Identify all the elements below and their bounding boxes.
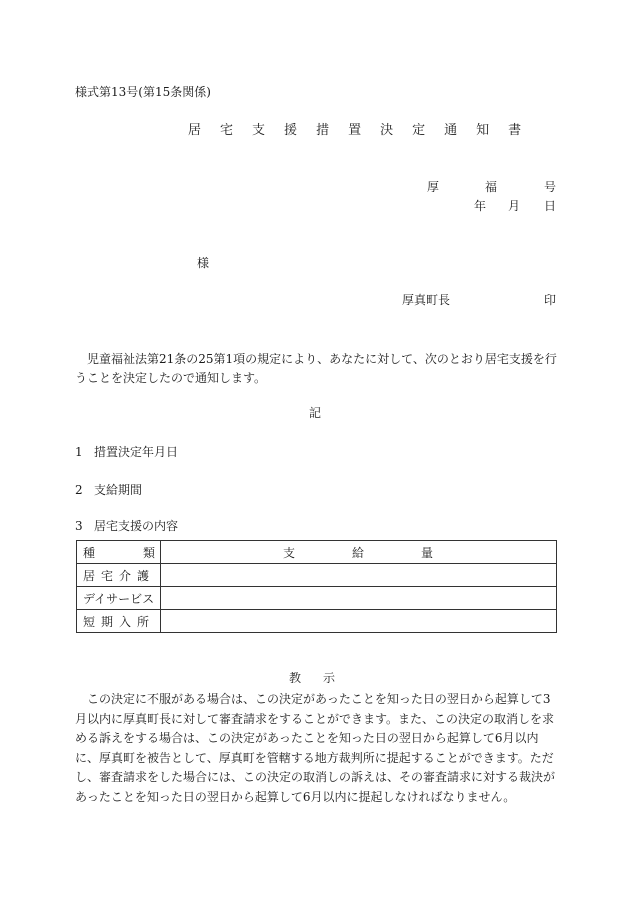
title-char: 宅	[220, 123, 234, 138]
kind-char: 介	[118, 568, 131, 583]
header-char: 給	[351, 545, 364, 560]
date-month-label: 月	[508, 199, 521, 213]
doc-number-suffix: 号	[544, 180, 557, 194]
body-paragraph: 児童福祉法第21条の25第1項の規定により、あなたに対して、次のとおり居宅支援を行うことを決定したので通知します。	[75, 352, 557, 385]
kind-char: 期	[100, 614, 113, 629]
doc-number-fuku: 福	[485, 180, 498, 194]
date-year-label: 年	[474, 199, 487, 213]
amount-cell	[161, 610, 557, 633]
title-char: 置	[348, 123, 362, 138]
issuer-name: 厚真町長	[402, 293, 451, 307]
kind-cell: デイサービス	[77, 587, 161, 610]
doc-number-prefix: 厚	[427, 180, 440, 194]
title-char: 支	[252, 123, 266, 138]
header-char: 種	[83, 545, 96, 560]
kind-char: 護	[136, 568, 149, 583]
kind-char: 宅	[100, 568, 113, 583]
item-label: 支給期間	[94, 483, 143, 497]
kind-char: 所	[136, 614, 149, 629]
table-row	[77, 564, 557, 587]
form-number: 様式第13号(第15条関係)	[75, 85, 211, 99]
title-char: 援	[284, 123, 298, 138]
amount-cell	[161, 564, 557, 587]
title-char: 知	[476, 123, 490, 138]
item-number: 1	[75, 445, 83, 459]
title-char: 決	[380, 123, 394, 138]
issuer-seal: 印	[544, 293, 557, 307]
document-title	[188, 124, 521, 137]
table-row	[77, 587, 557, 610]
notice-heading	[289, 672, 335, 684]
item-label: 措置決定年月日	[94, 445, 179, 459]
list-item	[75, 446, 178, 458]
title-char: 措	[316, 123, 330, 138]
date-day-label: 日	[544, 199, 557, 213]
list-item	[75, 520, 178, 532]
kind-cell	[77, 564, 161, 587]
table-header-row	[77, 541, 557, 564]
notice-heading-char: 示	[323, 671, 336, 685]
recipient-honorific: 様	[197, 256, 210, 270]
amount-cell	[161, 587, 557, 610]
ki-heading: 記	[309, 406, 322, 420]
service-table	[76, 540, 557, 633]
item-label: 居宅支援の内容	[94, 519, 179, 533]
kind-cell	[77, 610, 161, 633]
notice-heading-char: 教	[289, 671, 302, 685]
header-amount	[161, 541, 557, 564]
title-char: 書	[508, 123, 522, 138]
header-char: 量	[420, 545, 433, 560]
notice-paragraph: この決定に不服がある場合は、この決定があったことを知った日の翌日から起算して3月以内に厚真町長に対して審査請求をすることができます。また、この決定の取消しを求める訴えをする場合は、この決定があったことを知った日の翌日から起算して6月以内に、厚真町を被告として、厚真町を管轄する地方裁判所に提起することができます。ただし、審査請求をした場合には、この決定の取消しの訴えは、その審査請求に対する裁決があったことを知った日の翌日から起算して6月以内に提起しなければなりません。	[75, 692, 556, 804]
item-number: 3	[75, 519, 83, 533]
title-char: 通	[444, 123, 458, 138]
title-char: 居	[188, 123, 202, 138]
list-item	[75, 484, 142, 496]
kind-char: 入	[118, 614, 131, 629]
item-number: 2	[75, 483, 83, 497]
kind-char: 短	[83, 614, 96, 629]
header-char: 類	[142, 545, 155, 560]
table-row	[77, 610, 557, 633]
header-kind	[77, 541, 161, 564]
header-char: 支	[283, 545, 296, 560]
title-char: 定	[412, 123, 426, 138]
kind-char: 居	[83, 568, 96, 583]
